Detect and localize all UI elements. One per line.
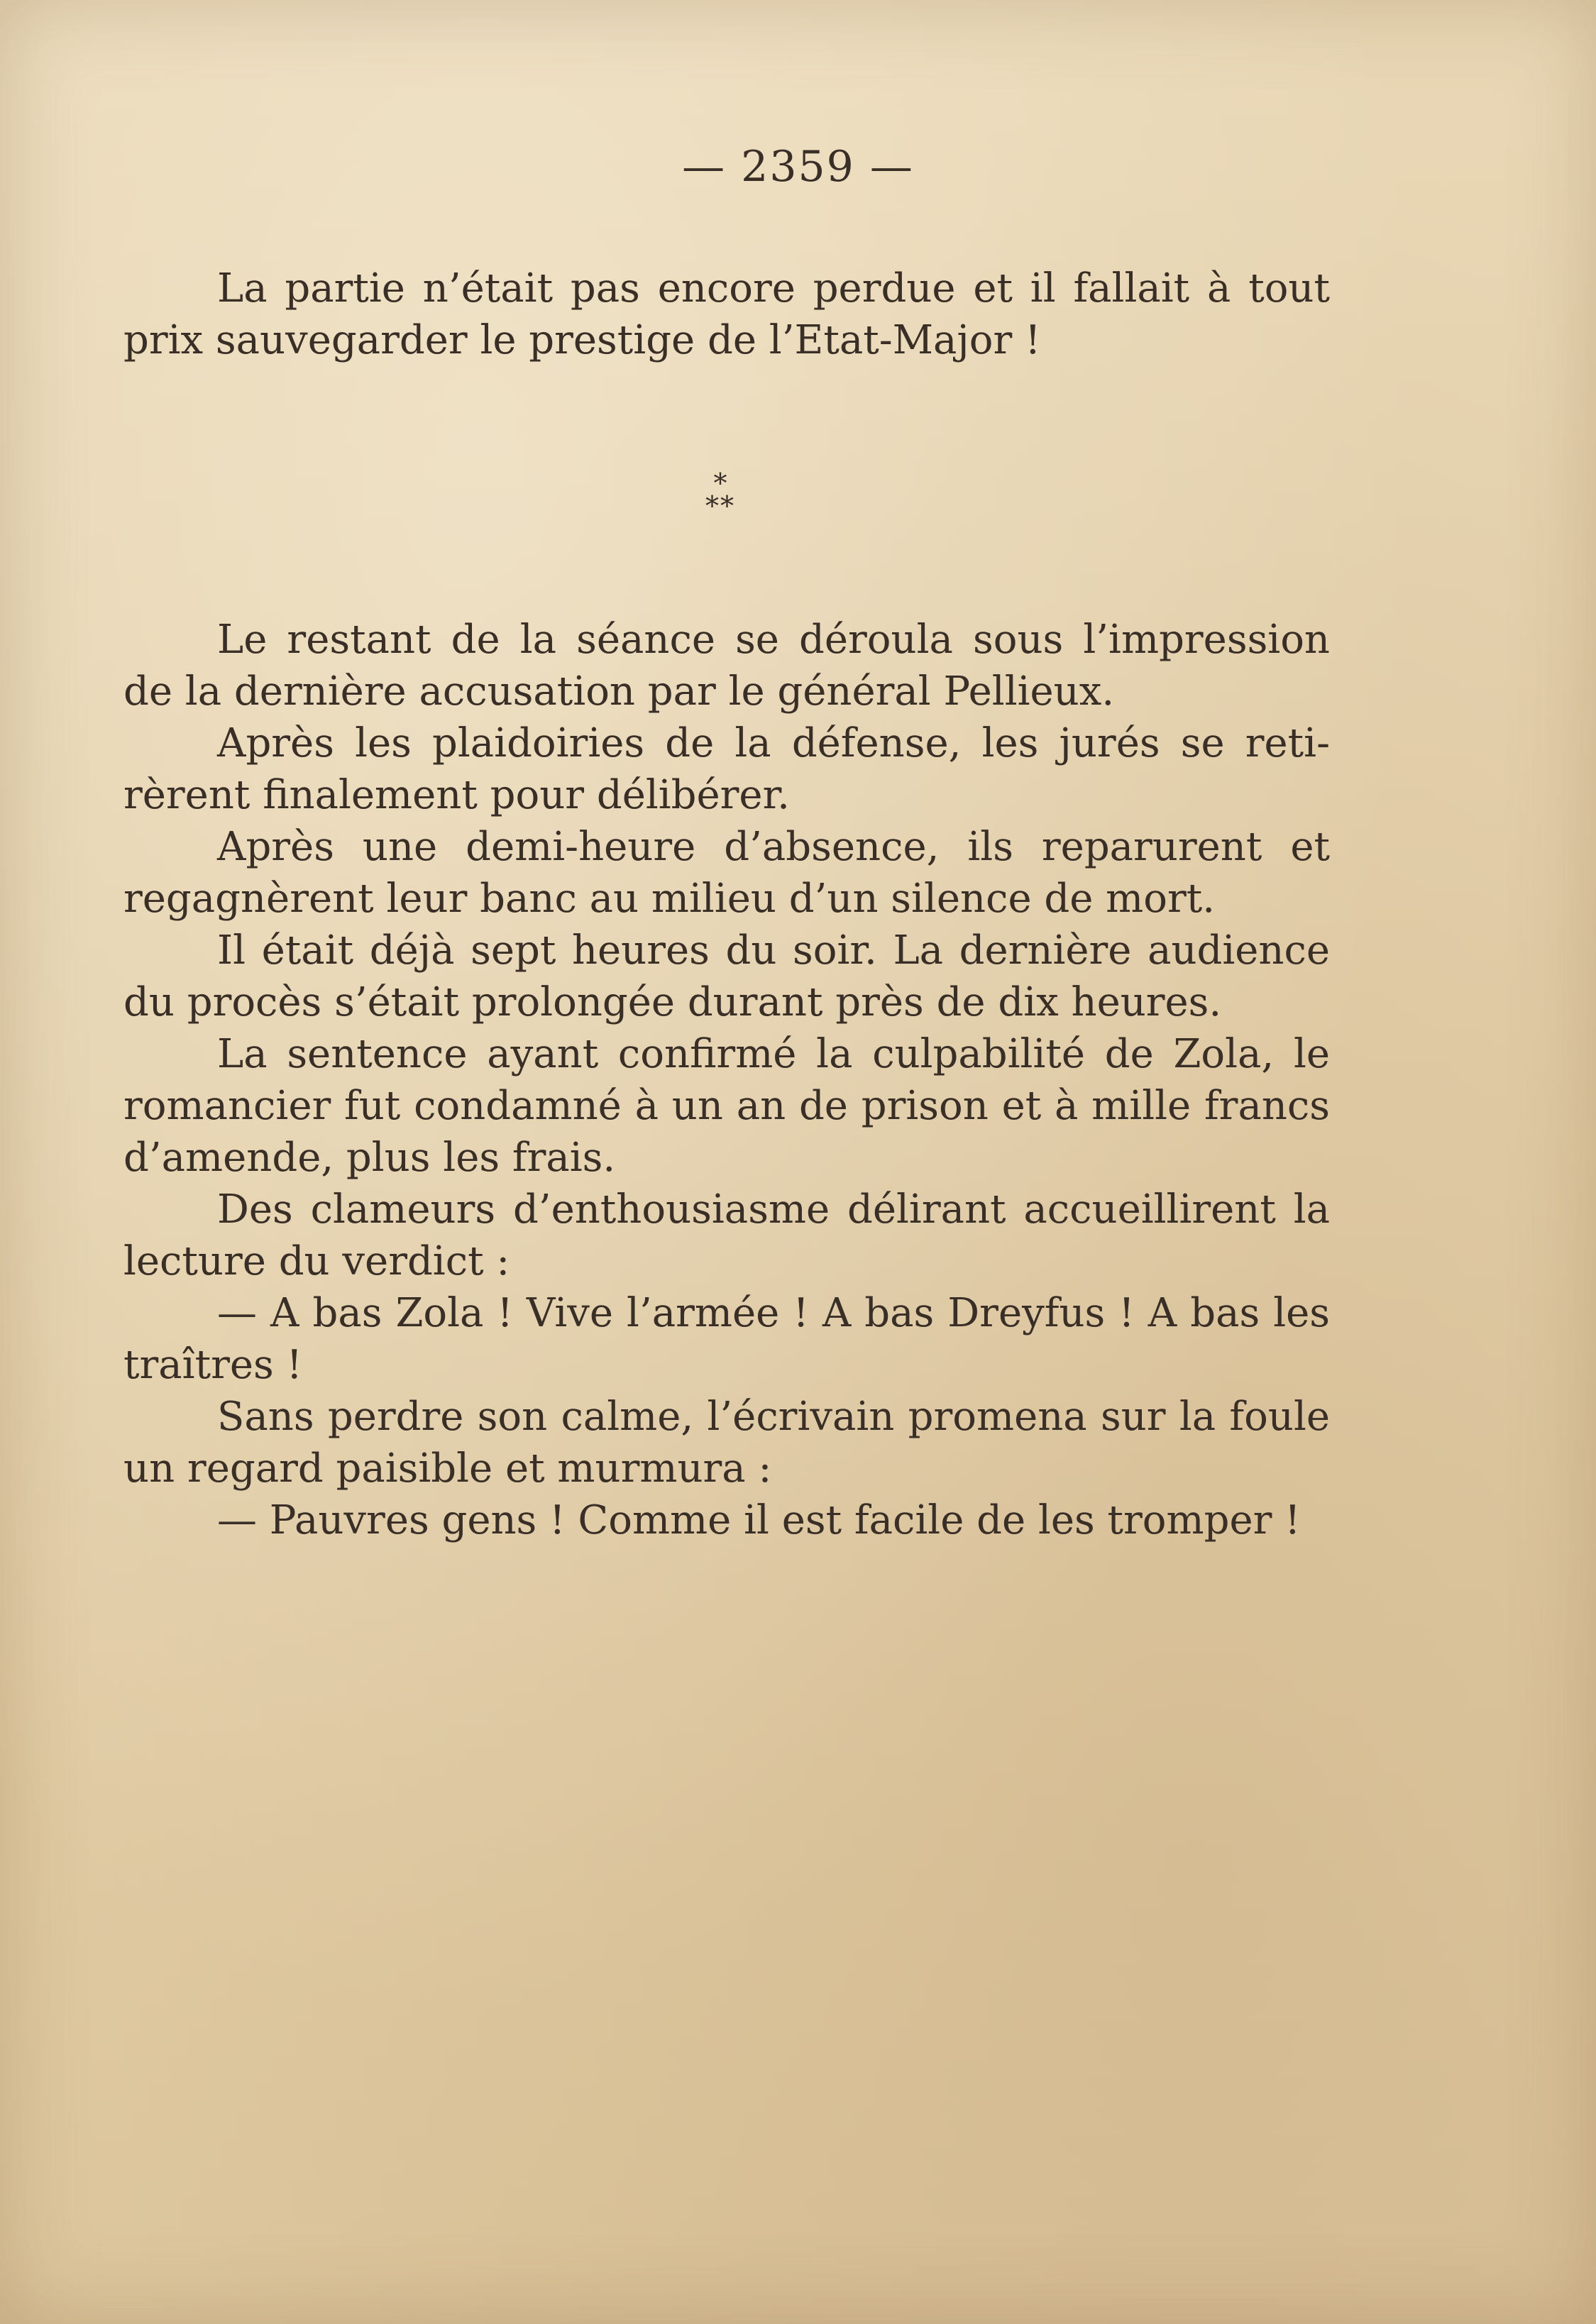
paragraph: Il était déjà sept heures du soir. La dernière audience du procès s’était prolongée durant près de dix heures. [123, 927, 1330, 1025]
paragraph: Des clameurs d’enthousiasme délirant accueillirent la lecture du verdict : [123, 1186, 1330, 1284]
text-block-main [123, 614, 1330, 1546]
paragraph: Sans perdre son calme, l’écrivain promena sur la foule un regard paisible et murmura : [123, 1394, 1330, 1492]
asterism-separator [681, 470, 759, 527]
paragraph: La partie n’était pas encore perdue et il fallait à tout prix sauvegarder le prestige de l’Etat-Major ! [123, 265, 1330, 363]
paragraph: Le restant de la séance se déroula sous l’impression de la dernière accusation par le général Pellieux. [123, 617, 1330, 715]
paragraph: Après une demi-heure d’absence, ils reparurent et regagnèrent leur banc au milieu d’un silence de mort. [123, 824, 1330, 922]
dialogue-line: — Pauvres gens ! Comme il est facile de les tromper ! [217, 1497, 1301, 1543]
paragraph: La sentence ayant confirmé la culpabilité de Zola, le romancier fut condamné à un an de prison et à mille francs d’amende, plus les frais. [123, 1031, 1330, 1181]
dialogue-line: — A bas Zola ! Vive l’armée ! A bas Dreyfus ! A bas les traîtres ! [123, 1290, 1330, 1388]
text-block-top [123, 263, 1330, 366]
separator-stars-bottom: ** [705, 490, 735, 522]
page-number: — 2359 — [682, 142, 914, 192]
separator-star-top: * [713, 468, 727, 499]
paragraph: Après les plaidoiries de la défense, les jurés se retirèrent finalement pour délibérer. [123, 720, 1330, 818]
